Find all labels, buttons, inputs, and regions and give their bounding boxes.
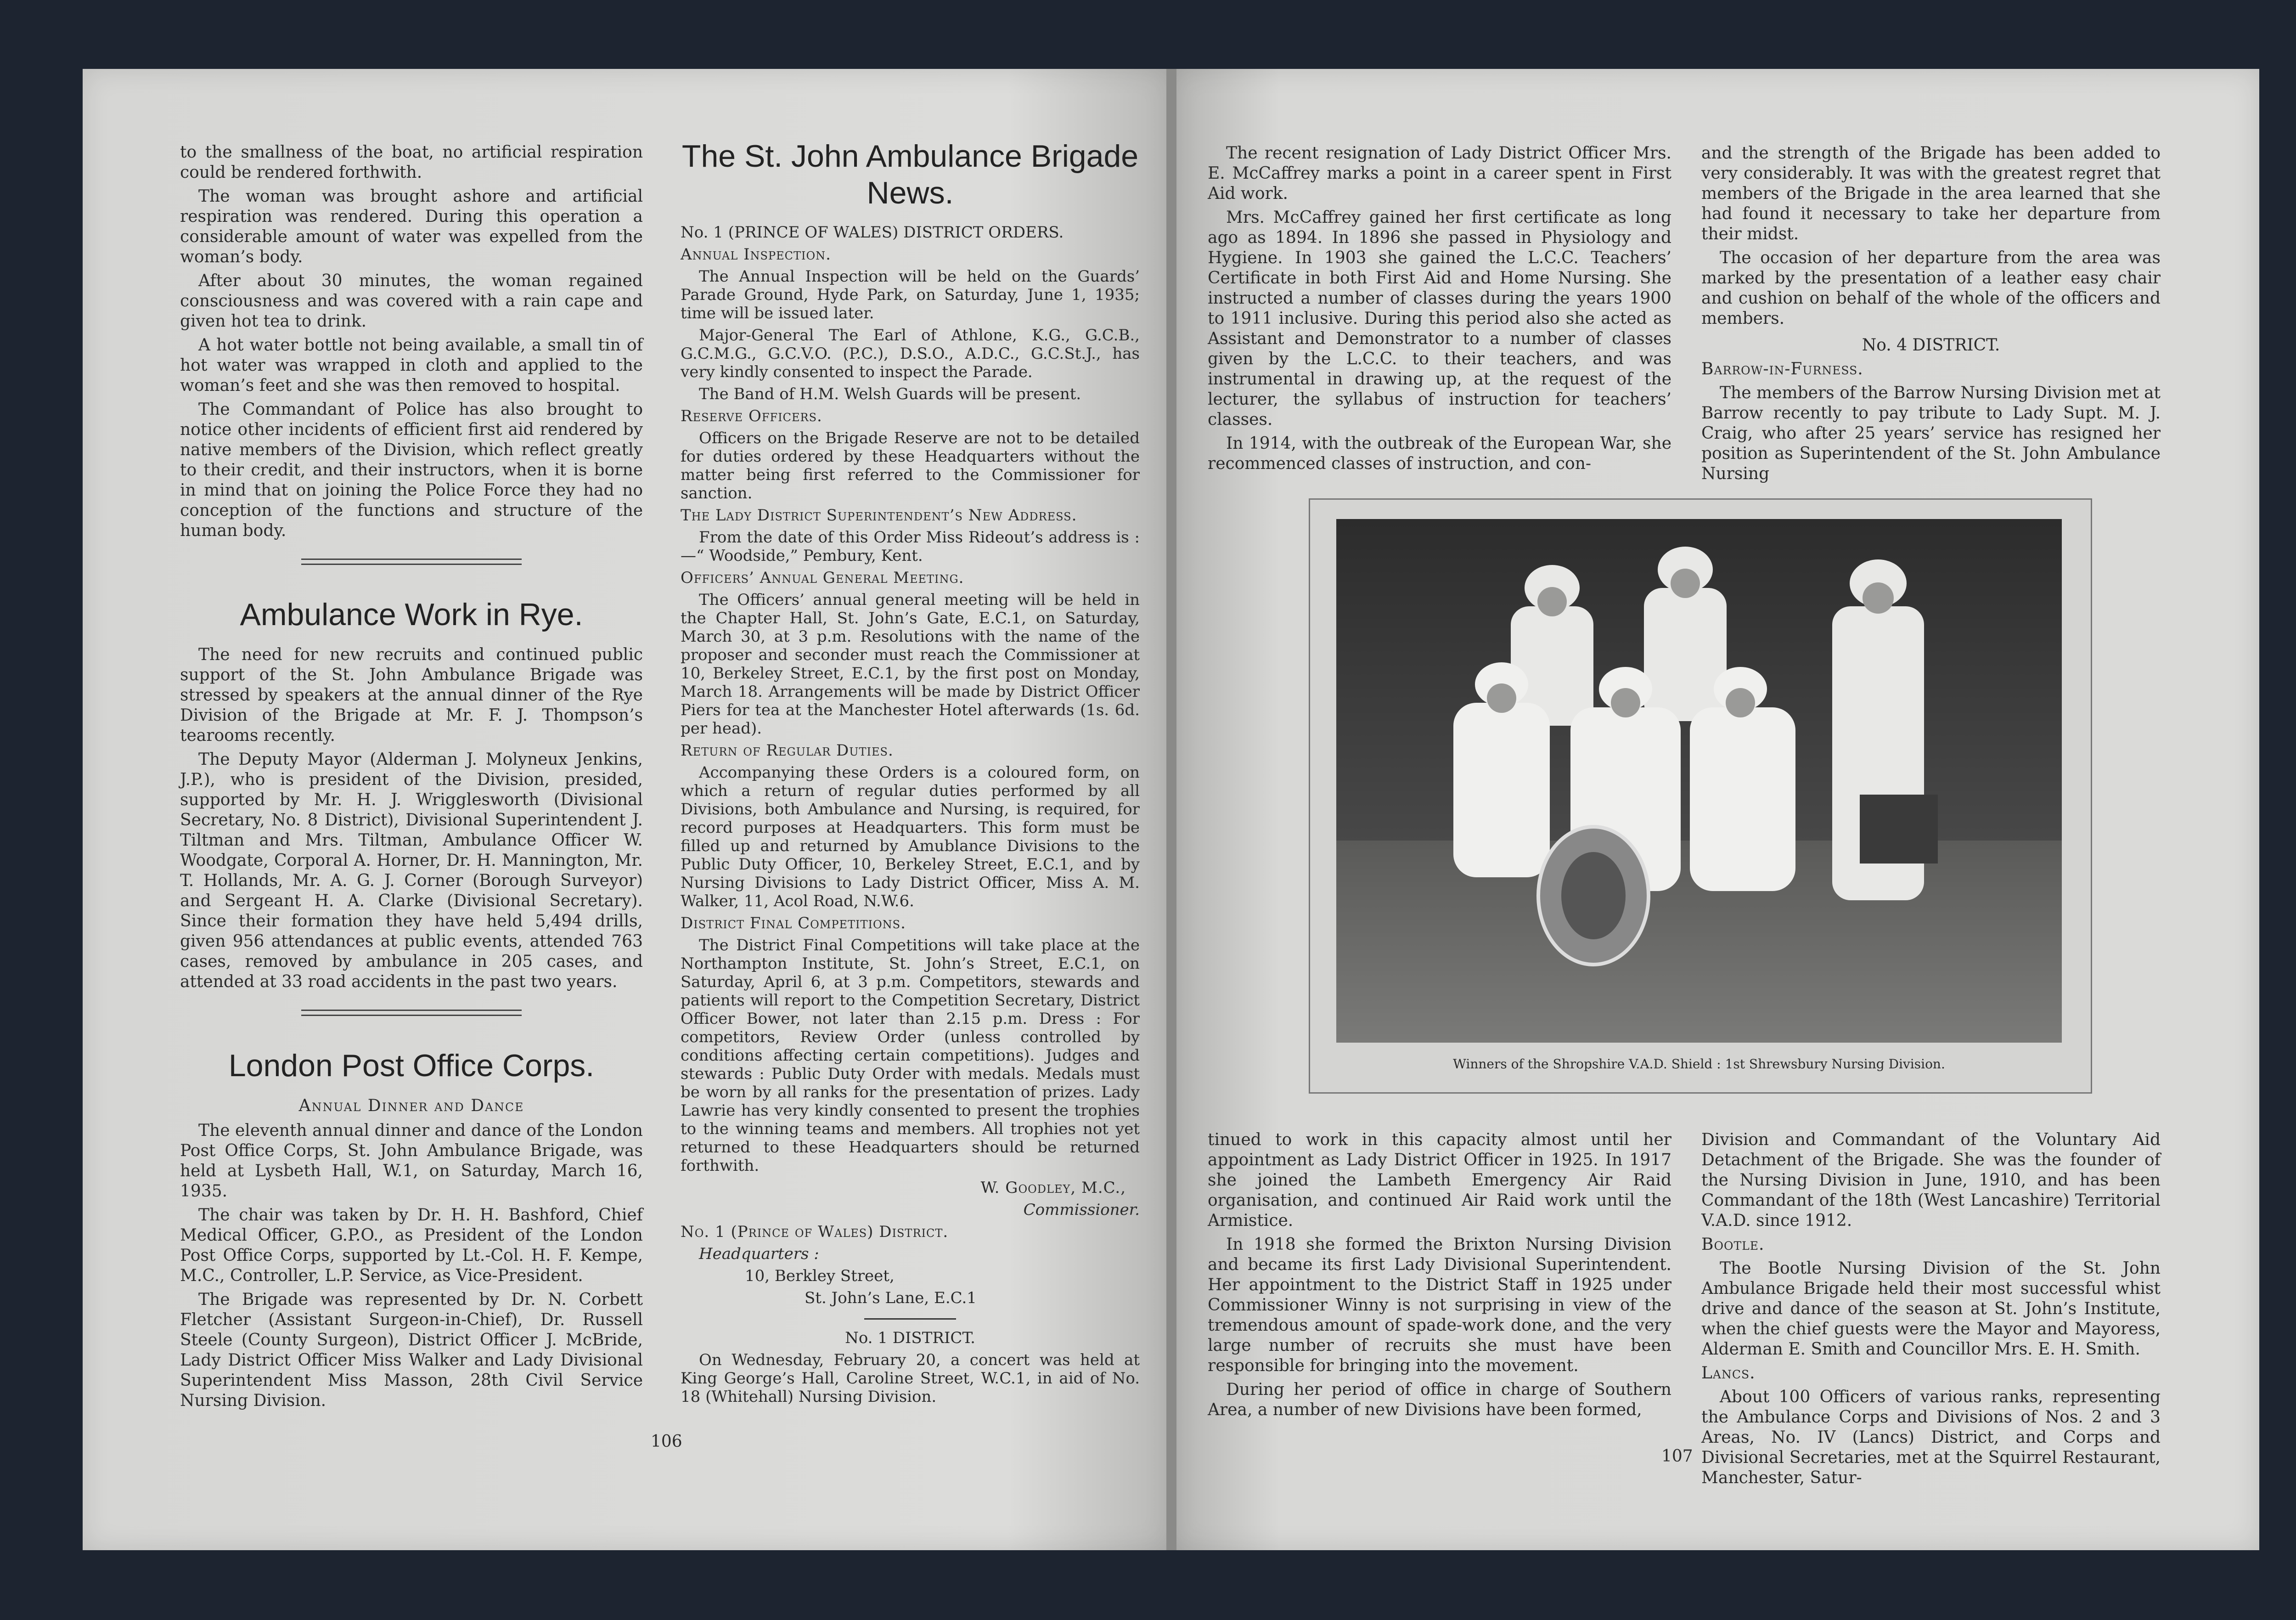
- page-number-right: 107: [1661, 1447, 1693, 1466]
- divider: [864, 1318, 956, 1320]
- paragraph: The chair was taken by Dr. H. H. Bashford, Chief Medical Officer, G.P.O., as President of the London Post Office Corps, supported by Lt.-Col. H. F. Kempe, M.C., Controller, L.P. Service, as Vice-President.: [180, 1206, 643, 1285]
- paragraph: The Bootle Nursing Division of the St. John Ambulance Brigade held their most successful whist drive and dance of the season at St. John’s Institute, when the chief guests were the Mayor and Mayoress, Alderman E. Smith and Councillor Mrs. E. H. Smith.: [1701, 1259, 2161, 1359]
- paragraph: The Deputy Mayor (Alderman J. Molyneux Jenkins, J.P.), who is president of the Division, presided, supported by Mr. H. J. Wrigglesworth (Divisional Secretary, No. 8 District), Divisional Superintendent J. Tiltman and Mrs. Tiltman, Ambulance Officer W. Woodgate, Corporal A. Horner, Dr. H. Mannington, Mr. T. Hollands, Mr. A. G. J. Corner (Borough Surveyor) and Sergeant H. A. Clarke (Divisional Secretary). Since their formation they have held 5,494 drills, given 956 attendances at public events, attended 763 cases, removed by ambulance in 205 cases, and attended at 33 road accidents in the past two years.: [180, 750, 643, 991]
- subheading: Officers’ Annual General Meeting.: [681, 569, 964, 587]
- paragraph: The woman was brought ashore and artificial respiration was rendered. During this operation a considerable amount of water was expelled from the woman’s body.: [180, 187, 643, 266]
- left-column-2: [681, 138, 1140, 1410]
- paragraph: In 1914, with the outbreak of the European War, she recommenced classes of instruction, and con-: [1208, 434, 1671, 473]
- paragraph: The Commandant of Police has also brought to notice other incidents of efficient first aid rendered by native members of the Division, which reflect greatly to their credit, and their instructors, when it is borne in mind that on joining the Police Force they had no conception of the functions and structure of the human body.: [180, 400, 643, 540]
- paragraph: On Wednesday, February 20, a concert was held at King George’s Hall, Caroline Street, W.C.1, in aid of No. 18 (Whitehall) Nursing Division.: [681, 1351, 1140, 1406]
- signature-title: Commissioner.: [1023, 1201, 1140, 1219]
- page-number-left: 106: [651, 1432, 682, 1451]
- paragraph: The recent resignation of Lady District Officer Mrs. E. McCaffrey marks a point in a career spent in First Aid work.: [1208, 144, 1671, 203]
- paragraph: to the smallness of the boat, no artificial respiration could be rendered forthwith.: [180, 143, 643, 182]
- photo-caption: Winners of the Shropshire V.A.D. Shield : 1st Shrewsbury Nursing Division.: [1453, 1056, 1945, 1072]
- subheading: District Final Competitions.: [681, 914, 906, 932]
- paragraph: The Annual Inspection will be held on the Guards’ Parade Ground, Hyde Park, on Saturday, June 1, 1935; time will be issued later.: [681, 267, 1140, 322]
- address-label: Headquarters :: [699, 1245, 819, 1263]
- group-photograph: [1336, 519, 2062, 1043]
- paragraph: The Officers’ annual general meeting will be held in the Chapter Hall, St. John’s Gate, E.C.1, on Saturday, March 30, at 3 p.m. Resolutions with the name of the proposer and seconder must reach the Commissioner at 10, Berkeley Street, E.C.1, by the first post on Monday, March 18. Arrangements will be made by District Officer Piers for tea at the Manchester Hotel afterwards (1s. 6d. per head).: [681, 591, 1140, 738]
- paragraph: The Band of H.M. Welsh Guards will be present.: [699, 385, 1081, 403]
- right-column-2-top: [1701, 143, 2161, 488]
- paragraph: tinued to work in this capacity almost until her appointment as Lady District Officer in 1925. In 1917 she joined the Lambeth Emergency Air Raid organisation, and continued Air Raid work until the Armistice.: [1208, 1130, 1671, 1230]
- subheading: No. 1 (Prince of Wales) District.: [681, 1223, 949, 1241]
- subheading: The Lady District Superintendent’s New Address.: [681, 506, 1077, 525]
- section-divider: [301, 559, 522, 565]
- subheading: Lancs.: [1701, 1364, 1756, 1383]
- article-title-rye: Ambulance Work in Rye.: [240, 597, 583, 632]
- right-column-1-bottom: [1208, 1130, 1671, 1424]
- paragraph: Major-General The Earl of Athlone, K.G., G.C.B., G.C.M.G., G.C.V.O. (P.C.), D.S.O., A.D.C., G.C.St.J., has very kindly consented to inspect the Parade.: [681, 326, 1140, 381]
- section-heading: No. 1 (PRINCE OF WALES) DISTRICT ORDERS.: [681, 223, 1064, 242]
- paragraph: The members of the Barrow Nursing Division met at Barrow recently to pay tribute to Lady Supt. M. J. Craig, who after 25 years’ service has resigned her position as Superintendent of the St. John Ambulance Nursing: [1701, 384, 2161, 483]
- paragraph: From the date of this Order Miss Rideout’s address is :—“ Woodside,” Pembury, Kent.: [681, 528, 1140, 565]
- paragraph: The occasion of her departure from the area was marked by the presentation of a leather easy chair and cushion on behalf of the whole of the officers and members.: [1701, 248, 2161, 328]
- paragraph: After about 30 minutes, the woman regained consciousness and was covered with a rain cape and given hot tea to drink.: [180, 271, 643, 331]
- paragraph: About 100 Officers of various ranks, representing the Ambulance Corps and Divisions of Nos. 2 and 3 Areas, No. IV (Lancs) District, and Corps and Divisional Secretaries, met at the Squirrel Restaurant, Manchester, Satur-: [1701, 1388, 2161, 1487]
- subheading: Reserve Officers.: [681, 407, 822, 425]
- address-line: St. John’s Lane, E.C.1: [805, 1289, 977, 1307]
- page-gutter: [1166, 69, 1176, 1550]
- subheading: Barrow-in-Furness.: [1701, 360, 1863, 378]
- subheading: Bootle.: [1701, 1235, 1765, 1254]
- article-subtitle: Annual Dinner and Dance: [298, 1096, 524, 1115]
- paragraph: Officers on the Brigade Reserve are not to be detailed for duties ordered by these Headquarters without the matter being first referred to the Commissioner for sanction.: [681, 429, 1140, 502]
- article-title-post-office: London Post Office Corps.: [228, 1048, 595, 1083]
- paragraph: A hot water bottle not being available, a small tin of hot water was wrapped in cloth and applied to the woman’s feet and she was then removed to hospital.: [180, 336, 643, 395]
- signature-name: W. Goodley, M.C.,: [980, 1179, 1126, 1197]
- paragraph: The Brigade was represented by Dr. N. Corbett Fletcher (Assistant Surgeon-in-Chief), Dr. Russell Steele (County Surgeon), District Officer J. McBride, Lady District Officer Miss Walker and Lady Divisional Superintendent Miss Masson, 28th Civil Service Nursing Division.: [180, 1290, 643, 1410]
- paragraph: Division and Commandant of the Voluntary Aid Detachment of the Brigade. She was the founder of the Nursing Division in June, 1910, and has been Commandant of the 18th (West Lancashire) Territorial V.A.D. since 1912.: [1701, 1130, 2161, 1230]
- nurses-photo-illustration: [1336, 519, 2062, 1043]
- address-line: 10, Berkley Street,: [745, 1267, 895, 1285]
- right-column-2-bottom: [1701, 1130, 2161, 1492]
- paragraph: The eleventh annual dinner and dance of the London Post Office Corps, St. John Ambulance Brigade, was held at Lysbeth Hall, W.1, on Saturday, March 16, 1935.: [180, 1121, 643, 1201]
- right-column-1-top: [1208, 143, 1671, 478]
- paragraph: In 1918 she formed the Brixton Nursing Division and became its first Lady Divisional Superintendent. Her appointment to the District Staff in 1925 under Commissioner Winny is not surprising in view of the tremendous amount of spade-work done, and the very large number of recruits she must have been responsible for bringing into the movement.: [1208, 1235, 1671, 1375]
- section-heading: No. 1 DISTRICT.: [845, 1329, 975, 1347]
- paragraph: The need for new recruits and continued public support of the St. John Ambulance Brigade was stressed by speakers at the annual dinner of the Rye Division of the Brigade at Mr. F. J. Thompson’s tearooms recently.: [180, 645, 643, 745]
- left-column-1: [180, 142, 643, 1415]
- subheading: Annual Inspection.: [681, 245, 831, 264]
- subheading: Return of Regular Duties.: [681, 741, 894, 760]
- paragraph: The District Final Competitions will take place at the Northampton Institute, St. John’s Street, E.C.1, on Saturday, April 6, at 3 p.m. Competitors, stewards and patients will report to the Competition Secretary, District Officer Bower, not later than 2.15 p.m. Dress : For competitors, Review Order (unless controlled by conditions affecting certain competitions). Judges and stewards : Public Duty Order with medals. Medals must be worn by all ranks for the presentation of prizes. Lady Lawrie has very kindly consented to present the trophies to the winning teams and members. All trophies not yet returned to these Headquarters should be returned forthwith.: [681, 936, 1140, 1175]
- section-heading: No. 4 DISTRICT.: [1862, 336, 2000, 355]
- paragraph: Accompanying these Orders is a coloured form, on which a return of regular duties performed by all Divisions, both Ambulance and Nursing, is required, for record purposes at Headquarters. This form must be filled up and returned by Amublance Divisions to the Public Duty Officer, 10, Berkeley Street, E.C.1, and by Nursing Divisions to Lady District Officer, Miss A. M. Walker, 11, Acol Road, N.W.6.: [681, 763, 1140, 910]
- article-title-brigade-news: The St. John Ambulance Brigade News.: [681, 139, 1139, 210]
- paragraph: and the strength of the Brigade has been added to very considerably. It was with the greatest regret that members of the Brigade in the area learned that she had found it necessary to take her departure from their midst.: [1701, 144, 2161, 243]
- paragraph: Mrs. McCaffrey gained her first certificate as long ago as 1894. In 1896 she passed in Physiology and Hygiene. In 1903 she gained the L.C.C. Teachers’ Certificate in both First Aid and Home Nursing. She instructed a number of classes during the years 1900 to 1911 inclusive. During this period also she acted as Assistant and Demonstrator to a number of classes given by the L.C.C. to their teachers, and was instrumental in drawing up, at the request of the lecturer, the syllabus of instruction for teachers’ classes.: [1208, 208, 1671, 429]
- paragraph: During her period of office in charge of Southern Area, a number of new Divisions have been formed,: [1208, 1380, 1671, 1419]
- section-divider: [301, 1010, 522, 1016]
